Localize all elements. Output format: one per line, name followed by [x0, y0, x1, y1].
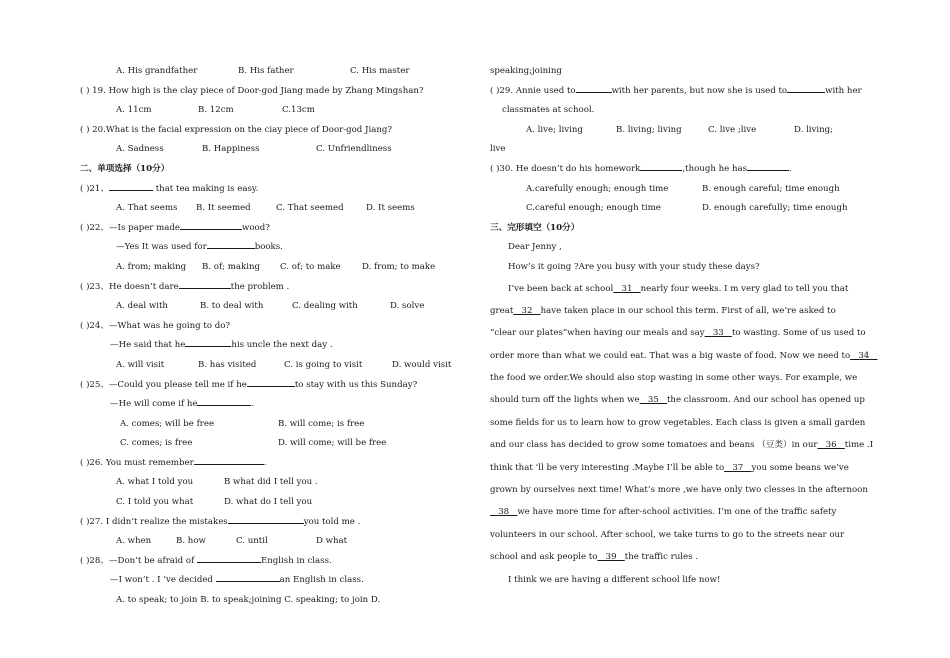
cloze-text: great	[490, 305, 514, 316]
cloze-text: school and ask people to	[490, 552, 598, 563]
q24-reply: —He said that he his uncle the next day .	[80, 336, 475, 356]
cloze-text: order more than what we could eat. That was a big waste of food. Now we need to	[490, 350, 851, 361]
q27-options: A. when B. how C. until D what	[116, 536, 348, 547]
section-3-heading: 三、完形填空（10分）	[490, 222, 580, 233]
answer-blank[interactable]	[109, 180, 153, 191]
cloze-line	[490, 322, 892, 344]
answer-blank[interactable]	[197, 552, 261, 563]
cloze-text: you some beans we’ve	[751, 462, 849, 473]
letter-closing: I think we are having a different school life now!	[508, 574, 721, 585]
q30-stem: ( )30. He doesn’t do his homework ,though he has .	[490, 160, 892, 180]
answer-blank[interactable]	[747, 160, 789, 171]
q27-stem: ( )27. I didn’t realize the mistakes you told me .	[80, 513, 475, 533]
cloze-line	[490, 501, 892, 523]
cloze-line	[490, 389, 892, 411]
answer-blank[interactable]	[180, 219, 242, 230]
q25-options-ab: A. comes; will be free B. will come; is free	[120, 418, 365, 429]
cloze-blank-number[interactable]: 32	[513, 305, 541, 316]
answer-blank[interactable]	[247, 376, 295, 387]
q19-options	[80, 101, 475, 121]
cloze-text: have taken place in our school this term. First of all, we’re asked to	[540, 305, 836, 316]
cloze-line	[490, 524, 892, 546]
cloze-text: some fields for us to learn how to grow vegetables. Each class is given a small garden	[490, 417, 866, 428]
cloze-text: and our class has decided to grow some tomatoes and beans （豆类）in our	[490, 440, 818, 451]
q29-options-cont: live	[490, 144, 506, 155]
q18-option-c: C. His master	[350, 66, 410, 76]
cloze-line	[490, 345, 892, 367]
cloze-blank-number[interactable]: 31	[613, 283, 641, 294]
answer-blank[interactable]	[216, 571, 280, 582]
q20-stem: ( ) 20.What is the facial expression on the ciay piece of Door-god Jiang?	[80, 124, 393, 135]
answer-blank[interactable]	[179, 278, 231, 289]
cloze-text: think that ‘ll be very interesting .Maybe I’ll be able to	[490, 462, 725, 473]
answer-blank[interactable]	[194, 454, 264, 465]
cloze-line	[490, 367, 892, 389]
q25-options-cd: C. comes; is free D. will come; will be free	[120, 438, 387, 449]
q25-reply: —He will come if he .	[80, 395, 475, 415]
q29-stem: ( )29. Annie used to with her parents, but now she is used to with her	[490, 82, 892, 102]
cloze-text: to wasting. Some of us used to	[731, 328, 866, 339]
left-column	[80, 62, 475, 611]
answer-blank[interactable]	[185, 336, 231, 347]
q19-option-a: A. 11cm	[116, 105, 152, 116]
cloze-line	[490, 546, 892, 568]
q21-options: A. That seems B. It seemed C. That seemed D. It seems	[116, 203, 415, 214]
q20-option-c: C. Unfriendliness	[316, 144, 392, 155]
answer-blank[interactable]	[576, 82, 612, 93]
q28-options-continued: speaking;joining	[490, 66, 562, 76]
q28-options: A. to speak; to join B. to speak;joining C. speaking; to join D.	[116, 595, 381, 606]
cloze-text: the classroom. And our school has opened up	[666, 395, 865, 406]
cloze-blank-number[interactable]: 36	[817, 440, 845, 451]
cloze-blank-number[interactable]: 34	[850, 350, 878, 361]
answer-blank[interactable]	[228, 513, 304, 524]
cloze-line	[490, 479, 892, 501]
cloze-text: the food we order.We should also stop wasting in some other ways. For example, we	[490, 373, 858, 384]
right-column	[490, 62, 892, 591]
letter-opening: How’s it going ?Are you busy with your study these days?	[508, 261, 760, 272]
cloze-line	[490, 412, 892, 434]
cloze-blank-number[interactable]: 37	[724, 462, 752, 473]
section-2-heading: 二、单项选择（10分）	[80, 163, 170, 174]
cloze-line	[490, 300, 892, 322]
q18-options	[80, 62, 475, 82]
cloze-text: “clear our plates”when having our meals and say	[490, 328, 705, 339]
q22-options: A. from; making B. of; making C. of; to make D. from; to make	[116, 261, 436, 272]
q28-stem: ( )28、—Don’t be afraid of English in class.	[80, 552, 475, 572]
letter-greeting: Dear Jenny ,	[508, 242, 562, 253]
q28-reply: —I won’t . I ‘ve decided an English in class.	[80, 571, 475, 591]
cloze-text: time .I	[844, 440, 874, 451]
answer-blank[interactable]	[197, 395, 251, 406]
q30-options-cd: C.careful enough; enough time D. enough carefully; time enough	[526, 203, 848, 214]
cloze-text: should turn off the lights when we	[490, 395, 640, 406]
q22-reply: —Yes It was used for books.	[80, 238, 475, 258]
q19-stem: ( ) 19. How high is the clay piece of Door-god Jiang made by Zhang Mingshan?	[80, 85, 424, 96]
cloze-text: we have more time for after-school activities. I’m one of the traffic safety	[517, 507, 837, 518]
cloze-blank-number[interactable]: 35	[639, 395, 667, 406]
q29-stem-cont: classmates at school.	[502, 105, 595, 116]
q19-option-c: C.13cm	[282, 105, 315, 116]
q18-option-b: B. His father	[238, 66, 294, 76]
q24-options: A. will visit B. has visited C. is going to visit D. would visit	[116, 359, 452, 370]
q24-stem: ( )24、—What was he going to do?	[80, 320, 231, 331]
cloze-text: volunteers in our school. After school, we take turns to go to the streets near our	[490, 529, 845, 540]
cloze-blank-number[interactable]: 38	[490, 507, 518, 518]
q19-option-b: B. 12cm	[198, 105, 234, 116]
q25-stem: ( )25、—Could you please tell me if he to stay with us this Sunday?	[80, 376, 475, 396]
q20-options	[80, 140, 475, 160]
cloze-blank-number[interactable]: 39	[597, 552, 625, 563]
q26-options-cd: C. I told you what D. what do I tell you	[116, 497, 313, 508]
cloze-text: nearly four weeks. I m very glad to tell you that	[640, 283, 849, 294]
q26-stem: ( )26. You must remember .	[80, 454, 475, 474]
q18-option-a: A. His grandfather	[116, 66, 198, 76]
cloze-passage	[490, 278, 892, 569]
q22-stem: ( )22、—Is paper made wood?	[80, 219, 475, 239]
cloze-text: grown by ourselves next time! What’s more ,we have only two clesses in the afternoon	[490, 485, 868, 496]
answer-blank[interactable]	[787, 82, 825, 93]
q29-options: A. live; living B. living; living C. live ;live D. living;	[526, 124, 834, 135]
cloze-text: the traffic rules .	[624, 552, 698, 563]
q21-stem: ( )21、 that tea making is easy.	[80, 180, 475, 200]
q23-options: A. deal with B. to deal with C. dealing with D. solve	[116, 301, 425, 312]
q20-option-a: A. Sadness	[116, 144, 164, 155]
q30-options-ab: A.carefully enough; enough time B. enough careful; time enough	[526, 183, 840, 194]
cloze-line	[490, 278, 892, 300]
cloze-text: I’ve been back at school	[508, 283, 614, 294]
cloze-blank-number[interactable]: 33	[704, 328, 732, 339]
answer-blank[interactable]	[207, 238, 255, 249]
q26-options-ab: A. what I told you B what did I tell you .	[116, 477, 318, 488]
cloze-line	[490, 434, 892, 456]
q20-option-b: B. Happiness	[202, 144, 260, 155]
q23-stem: ( )23、He doesn’t dare the problem .	[80, 278, 475, 298]
answer-blank[interactable]	[640, 160, 682, 171]
cloze-line	[490, 457, 892, 479]
